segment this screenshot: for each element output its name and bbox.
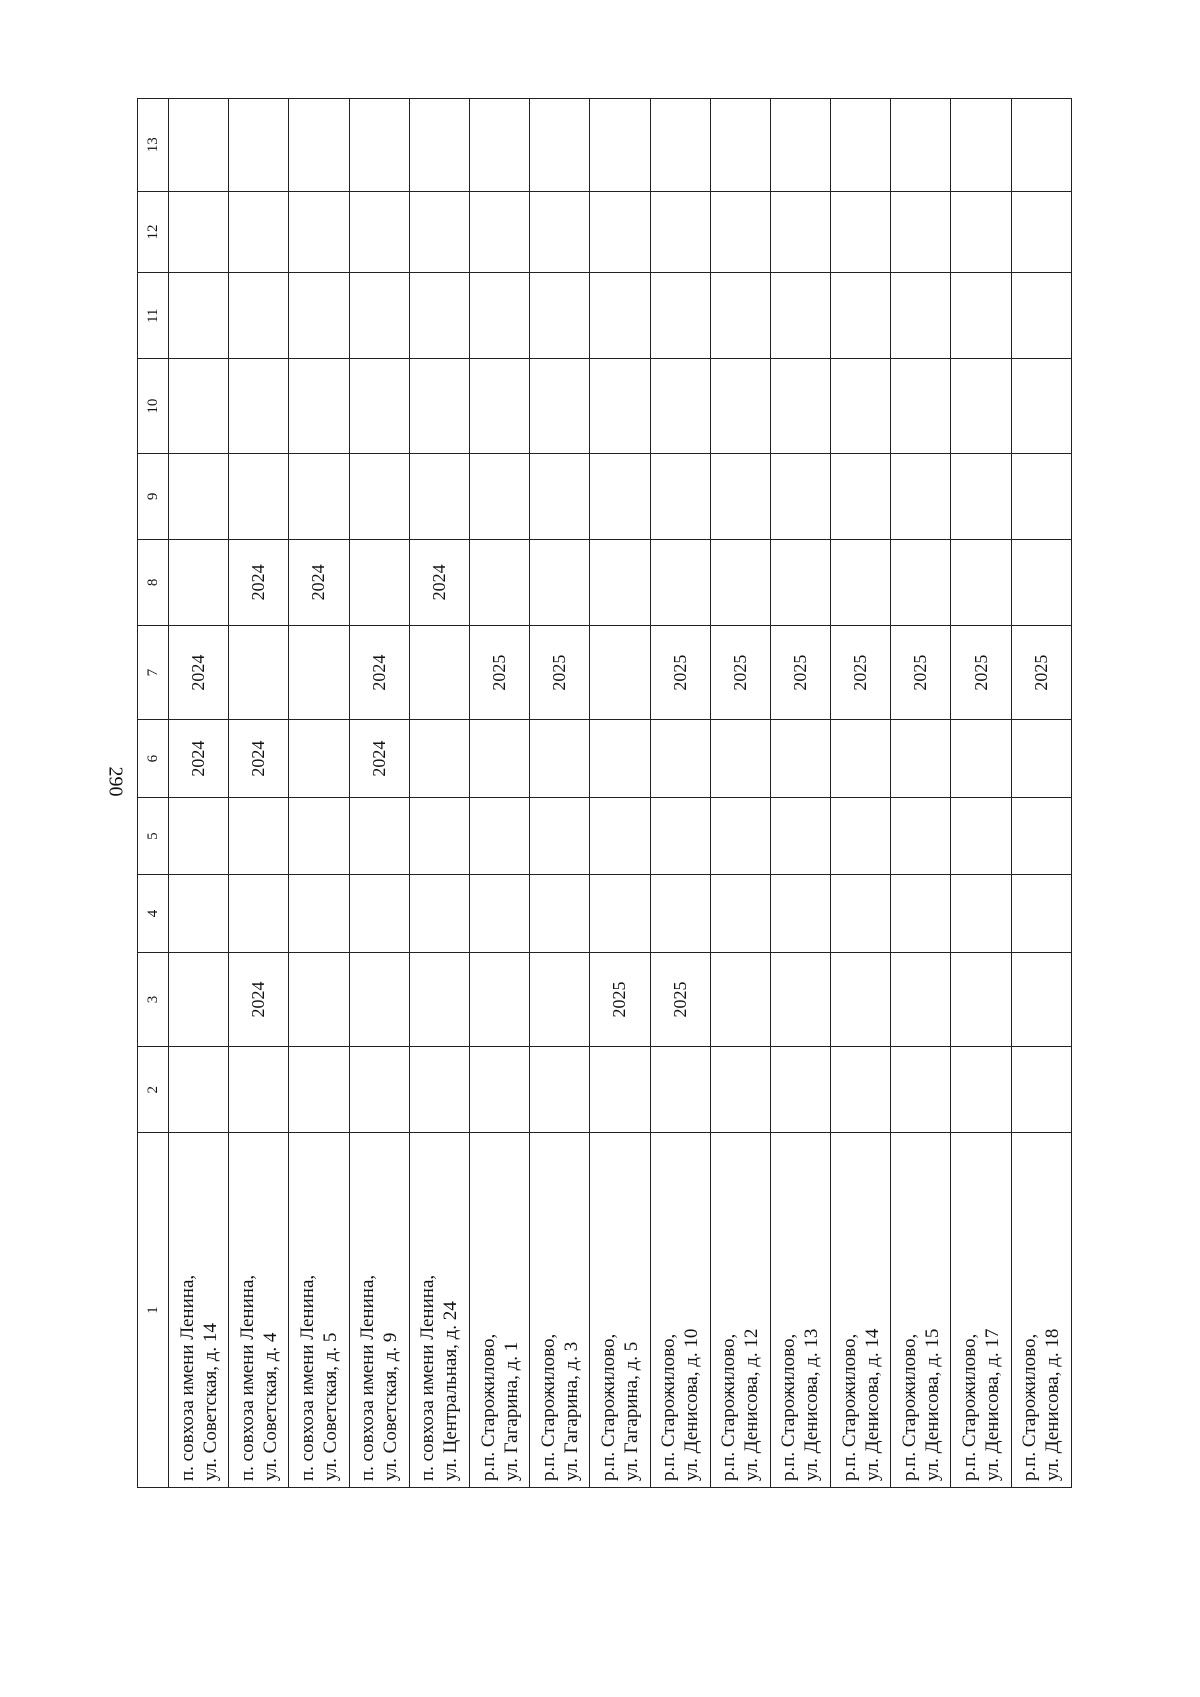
year-cell-col-8: [770, 539, 830, 625]
year-cell-col-2: [831, 1047, 891, 1133]
year-cell-col-8: [650, 539, 710, 625]
year-cell-col-11: [1011, 273, 1071, 359]
year-cell-col-2: [770, 1047, 830, 1133]
year-cell-col-6: [530, 720, 590, 797]
year-cell-col-5: [831, 797, 891, 874]
year-cell-col-10: [530, 359, 590, 454]
year-cell-col-11: [289, 273, 349, 359]
column-header-4: 4: [138, 875, 169, 952]
year-cell-col-10: [349, 359, 409, 454]
table-row: [770, 99, 830, 1488]
year-cell-col-2: [891, 1047, 951, 1133]
address-street: ул. Гагарина, д. 5: [620, 1341, 642, 1481]
address-street: ул. Денисова, д. 17: [982, 1328, 1004, 1481]
address-settlement: р.п. Старожилово,: [959, 1333, 981, 1481]
year-cell-col-5: [229, 797, 289, 874]
year-cell-col-11: [530, 273, 590, 359]
header-row: [138, 99, 169, 1488]
year-cell-col-10: [710, 359, 770, 454]
address-settlement: п. совхоза имени Ленина,: [296, 1274, 318, 1481]
year-cell-col-5: [409, 797, 469, 874]
year-cell-col-10: [951, 359, 1011, 454]
year-cell-col-7: [229, 625, 289, 720]
column-header-13: 13: [138, 99, 169, 192]
address-cell: [530, 1133, 590, 1488]
year-cell-col-10: [169, 359, 229, 454]
year-cell-col-4: [169, 875, 229, 952]
address-street: ул. Гагарина, д. 3: [560, 1341, 582, 1481]
year-cell-col-7: 2025: [530, 625, 590, 720]
year-cell-col-2: [590, 1047, 650, 1133]
year-cell-col-4: [590, 875, 650, 952]
year-cell-col-7: [590, 625, 650, 720]
year-cell-col-4: [530, 875, 590, 952]
year-cell-col-10: [770, 359, 830, 454]
year-cell-col-12: [891, 191, 951, 273]
year-cell-col-3: 2025: [650, 952, 710, 1047]
year-cell-col-5: [169, 797, 229, 874]
address-cell: [469, 1133, 529, 1488]
year-cell-col-2: [409, 1047, 469, 1133]
year-cell-col-9: [650, 453, 710, 539]
column-header-6: 6: [138, 720, 169, 797]
year-cell-col-13: [951, 99, 1011, 192]
year-cell-col-3: [469, 952, 529, 1047]
address-settlement: п. совхоза имени Ленина,: [176, 1274, 198, 1481]
year-cell-col-4: [710, 875, 770, 952]
year-cell-col-10: [409, 359, 469, 454]
address-cell: [650, 1133, 710, 1488]
year-cell-col-7: 2025: [770, 625, 830, 720]
year-cell-col-8: [710, 539, 770, 625]
address-cell: [951, 1133, 1011, 1488]
year-cell-col-11: [349, 273, 409, 359]
column-header-10: 10: [138, 359, 169, 454]
year-cell-col-10: [1011, 359, 1071, 454]
address-cell: [891, 1133, 951, 1488]
year-cell-col-2: [469, 1047, 529, 1133]
column-header-5: 5: [138, 797, 169, 874]
column-header-3: 3: [138, 952, 169, 1047]
year-cell-col-6: [409, 720, 469, 797]
year-cell-col-2: [169, 1047, 229, 1133]
year-cell-col-8: [469, 539, 529, 625]
address-street: ул. Денисова, д. 13: [801, 1328, 823, 1481]
address-street: ул. Денисова, д. 18: [1042, 1328, 1064, 1481]
year-cell-col-12: [530, 191, 590, 273]
year-cell-col-9: [530, 453, 590, 539]
year-cell-col-11: [169, 273, 229, 359]
year-cell-col-5: [590, 797, 650, 874]
year-cell-col-9: [289, 453, 349, 539]
year-cell-col-4: [229, 875, 289, 952]
year-cell-col-7: 2025: [1011, 625, 1071, 720]
year-cell-col-9: [831, 453, 891, 539]
address-street: ул. Советская, д. 4: [259, 1332, 281, 1481]
year-cell-col-11: [590, 273, 650, 359]
address-settlement: р.п. Старожилово,: [658, 1333, 680, 1481]
year-cell-col-13: [530, 99, 590, 192]
year-cell-col-6: [289, 720, 349, 797]
address-street: ул. Центральная, д. 24: [440, 1301, 462, 1481]
address-street: ул. Гагарина, д. 1: [500, 1341, 522, 1481]
year-cell-col-3: [289, 952, 349, 1047]
year-cell-col-12: [349, 191, 409, 273]
table-row: [469, 99, 529, 1488]
address-street: ул. Советская, д. 5: [319, 1332, 341, 1481]
table-row: [590, 99, 650, 1488]
year-cell-col-6: [891, 720, 951, 797]
year-cell-col-8: [349, 539, 409, 625]
year-cell-col-13: [229, 99, 289, 192]
year-cell-col-7: 2025: [951, 625, 1011, 720]
year-cell-col-2: [1011, 1047, 1071, 1133]
address-settlement: п. совхоза имени Ленина,: [417, 1274, 439, 1481]
table-row: [650, 99, 710, 1488]
address-cell: [349, 1133, 409, 1488]
address-settlement: р.п. Старожилово,: [537, 1333, 559, 1481]
year-cell-col-13: [710, 99, 770, 192]
year-cell-col-11: [951, 273, 1011, 359]
year-cell-col-11: [710, 273, 770, 359]
year-cell-col-8: 2024: [229, 539, 289, 625]
address-cell: [409, 1133, 469, 1488]
address-settlement: р.п. Старожилово,: [838, 1333, 860, 1481]
address-settlement: р.п. Старожилово,: [597, 1333, 619, 1481]
year-cell-col-3: [710, 952, 770, 1047]
table-row: [349, 99, 409, 1488]
year-cell-col-10: [590, 359, 650, 454]
year-cell-col-13: [1011, 99, 1071, 192]
year-cell-col-12: [650, 191, 710, 273]
address-settlement: п. совхоза имени Ленина,: [357, 1274, 379, 1481]
year-cell-col-8: [590, 539, 650, 625]
year-cell-col-10: [229, 359, 289, 454]
year-cell-col-13: [349, 99, 409, 192]
year-cell-col-7: 2025: [469, 625, 529, 720]
table-row: [891, 99, 951, 1488]
table-row: [229, 99, 289, 1488]
year-cell-col-4: [409, 875, 469, 952]
year-cell-col-9: [169, 453, 229, 539]
year-cell-col-5: [891, 797, 951, 874]
year-cell-col-12: [590, 191, 650, 273]
year-cell-col-12: [229, 191, 289, 273]
year-cell-col-8: [530, 539, 590, 625]
year-cell-col-12: [831, 191, 891, 273]
year-cell-col-5: [530, 797, 590, 874]
rotated-table-wrapper: [137, 98, 1072, 1488]
address-cell: [229, 1133, 289, 1488]
year-cell-col-7: 2025: [710, 625, 770, 720]
year-cell-col-9: [469, 453, 529, 539]
address-settlement: р.п. Старожилово,: [477, 1333, 499, 1481]
year-cell-col-8: [891, 539, 951, 625]
year-cell-col-9: [409, 453, 469, 539]
year-cell-col-11: [229, 273, 289, 359]
year-cell-col-6: 2024: [169, 720, 229, 797]
table-row: [951, 99, 1011, 1488]
year-cell-col-13: [169, 99, 229, 192]
year-cell-col-13: [650, 99, 710, 192]
address-street: ул. Денисова, д. 14: [861, 1328, 883, 1481]
column-header-7: 7: [138, 625, 169, 720]
year-cell-col-11: [409, 273, 469, 359]
year-cell-col-3: [169, 952, 229, 1047]
year-cell-col-4: [891, 875, 951, 952]
year-cell-col-8: [951, 539, 1011, 625]
year-cell-col-13: [831, 99, 891, 192]
year-cell-col-9: [590, 453, 650, 539]
year-cell-col-9: [891, 453, 951, 539]
year-cell-col-3: [349, 952, 409, 1047]
year-cell-col-5: [710, 797, 770, 874]
address-street: ул. Советская, д. 9: [380, 1332, 402, 1481]
year-cell-col-2: [951, 1047, 1011, 1133]
table-row: [169, 99, 229, 1488]
year-cell-col-7: [409, 625, 469, 720]
year-cell-col-5: [469, 797, 529, 874]
address-settlement: р.п. Старожилово,: [778, 1333, 800, 1481]
year-cell-col-8: [1011, 539, 1071, 625]
year-cell-col-9: [710, 453, 770, 539]
year-cell-col-7: 2025: [891, 625, 951, 720]
column-header-12: 12: [138, 191, 169, 273]
column-header-11: 11: [138, 273, 169, 359]
year-cell-col-2: [229, 1047, 289, 1133]
year-cell-col-4: [469, 875, 529, 952]
year-cell-col-13: [770, 99, 830, 192]
table-body: [169, 99, 1072, 1488]
address-settlement: р.п. Старожилово,: [898, 1333, 920, 1481]
year-cell-col-6: [1011, 720, 1071, 797]
year-cell-col-6: [831, 720, 891, 797]
year-cell-col-5: [650, 797, 710, 874]
year-cell-col-3: 2024: [229, 952, 289, 1047]
table-row: [530, 99, 590, 1488]
address-cell: [289, 1133, 349, 1488]
year-cell-col-10: [469, 359, 529, 454]
year-cell-col-12: [951, 191, 1011, 273]
year-cell-col-4: [770, 875, 830, 952]
year-cell-col-2: [650, 1047, 710, 1133]
page-number: 290: [104, 766, 127, 797]
year-cell-col-4: [289, 875, 349, 952]
address-cell: [770, 1133, 830, 1488]
column-header-9: 9: [138, 453, 169, 539]
year-cell-col-9: [1011, 453, 1071, 539]
year-cell-col-6: [951, 720, 1011, 797]
year-cell-col-5: [1011, 797, 1071, 874]
year-cell-col-4: [650, 875, 710, 952]
year-cell-col-3: [1011, 952, 1071, 1047]
year-cell-col-6: [650, 720, 710, 797]
address-street: ул. Денисова, д. 12: [741, 1328, 763, 1481]
year-cell-col-3: [891, 952, 951, 1047]
year-cell-col-10: [289, 359, 349, 454]
address-street: ул. Денисова, д. 10: [681, 1328, 703, 1481]
year-cell-col-2: [710, 1047, 770, 1133]
year-cell-col-9: [349, 453, 409, 539]
year-cell-col-2: [289, 1047, 349, 1133]
year-cell-col-4: [831, 875, 891, 952]
year-cell-col-6: [710, 720, 770, 797]
address-street: ул. Денисова, д. 15: [921, 1328, 943, 1481]
address-cell: [831, 1133, 891, 1488]
year-cell-col-11: [770, 273, 830, 359]
address-settlement: р.п. Старожилово,: [1019, 1333, 1041, 1481]
year-cell-col-9: [229, 453, 289, 539]
year-cell-col-10: [891, 359, 951, 454]
address-cell: [710, 1133, 770, 1488]
year-cell-col-9: [951, 453, 1011, 539]
year-cell-col-4: [349, 875, 409, 952]
year-cell-col-5: [951, 797, 1011, 874]
column-header-2: 2: [138, 1047, 169, 1133]
year-cell-col-7: 2025: [650, 625, 710, 720]
year-cell-col-6: [770, 720, 830, 797]
year-cell-col-2: [349, 1047, 409, 1133]
year-cell-col-13: [409, 99, 469, 192]
column-header-1: 1: [138, 1133, 169, 1488]
year-cell-col-3: [831, 952, 891, 1047]
year-cell-col-8: 2024: [289, 539, 349, 625]
year-cell-col-12: [409, 191, 469, 273]
year-cell-col-6: 2024: [229, 720, 289, 797]
year-cell-col-3: [409, 952, 469, 1047]
year-cell-col-4: [951, 875, 1011, 952]
table-row: [289, 99, 349, 1488]
year-cell-col-4: [1011, 875, 1071, 952]
year-cell-col-7: 2024: [169, 625, 229, 720]
address-cell: [169, 1133, 229, 1488]
year-cell-col-13: [289, 99, 349, 192]
year-cell-col-5: [770, 797, 830, 874]
year-cell-col-13: [590, 99, 650, 192]
schedule-table: [137, 98, 1072, 1488]
year-cell-col-9: [770, 453, 830, 539]
year-cell-col-10: [650, 359, 710, 454]
year-cell-col-6: [469, 720, 529, 797]
table-row: [710, 99, 770, 1488]
year-cell-col-12: [770, 191, 830, 273]
year-cell-col-5: [349, 797, 409, 874]
year-cell-col-11: [650, 273, 710, 359]
year-cell-col-13: [891, 99, 951, 192]
year-cell-col-5: [289, 797, 349, 874]
year-cell-col-7: 2024: [349, 625, 409, 720]
address-street: ул. Советская, д. 14: [199, 1323, 221, 1481]
year-cell-col-7: [289, 625, 349, 720]
year-cell-col-11: [891, 273, 951, 359]
year-cell-col-8: 2024: [409, 539, 469, 625]
year-cell-col-3: [951, 952, 1011, 1047]
table-row: [831, 99, 891, 1488]
year-cell-col-11: [469, 273, 529, 359]
address-cell: [590, 1133, 650, 1488]
address-settlement: п. совхоза имени Ленина,: [236, 1274, 258, 1481]
year-cell-col-3: [770, 952, 830, 1047]
table-row: [409, 99, 469, 1488]
year-cell-col-8: [831, 539, 891, 625]
year-cell-col-3: 2025: [590, 952, 650, 1047]
year-cell-col-12: [710, 191, 770, 273]
table-row: [1011, 99, 1071, 1488]
year-cell-col-11: [831, 273, 891, 359]
year-cell-col-12: [469, 191, 529, 273]
year-cell-col-12: [1011, 191, 1071, 273]
year-cell-col-8: [169, 539, 229, 625]
year-cell-col-12: [169, 191, 229, 273]
year-cell-col-7: 2025: [831, 625, 891, 720]
year-cell-col-13: [469, 99, 529, 192]
column-header-8: 8: [138, 539, 169, 625]
year-cell-col-6: [590, 720, 650, 797]
address-cell: [1011, 1133, 1071, 1488]
year-cell-col-6: 2024: [349, 720, 409, 797]
year-cell-col-12: [289, 191, 349, 273]
year-cell-col-10: [831, 359, 891, 454]
year-cell-col-3: [530, 952, 590, 1047]
year-cell-col-2: [530, 1047, 590, 1133]
address-settlement: р.п. Старожилово,: [718, 1333, 740, 1481]
